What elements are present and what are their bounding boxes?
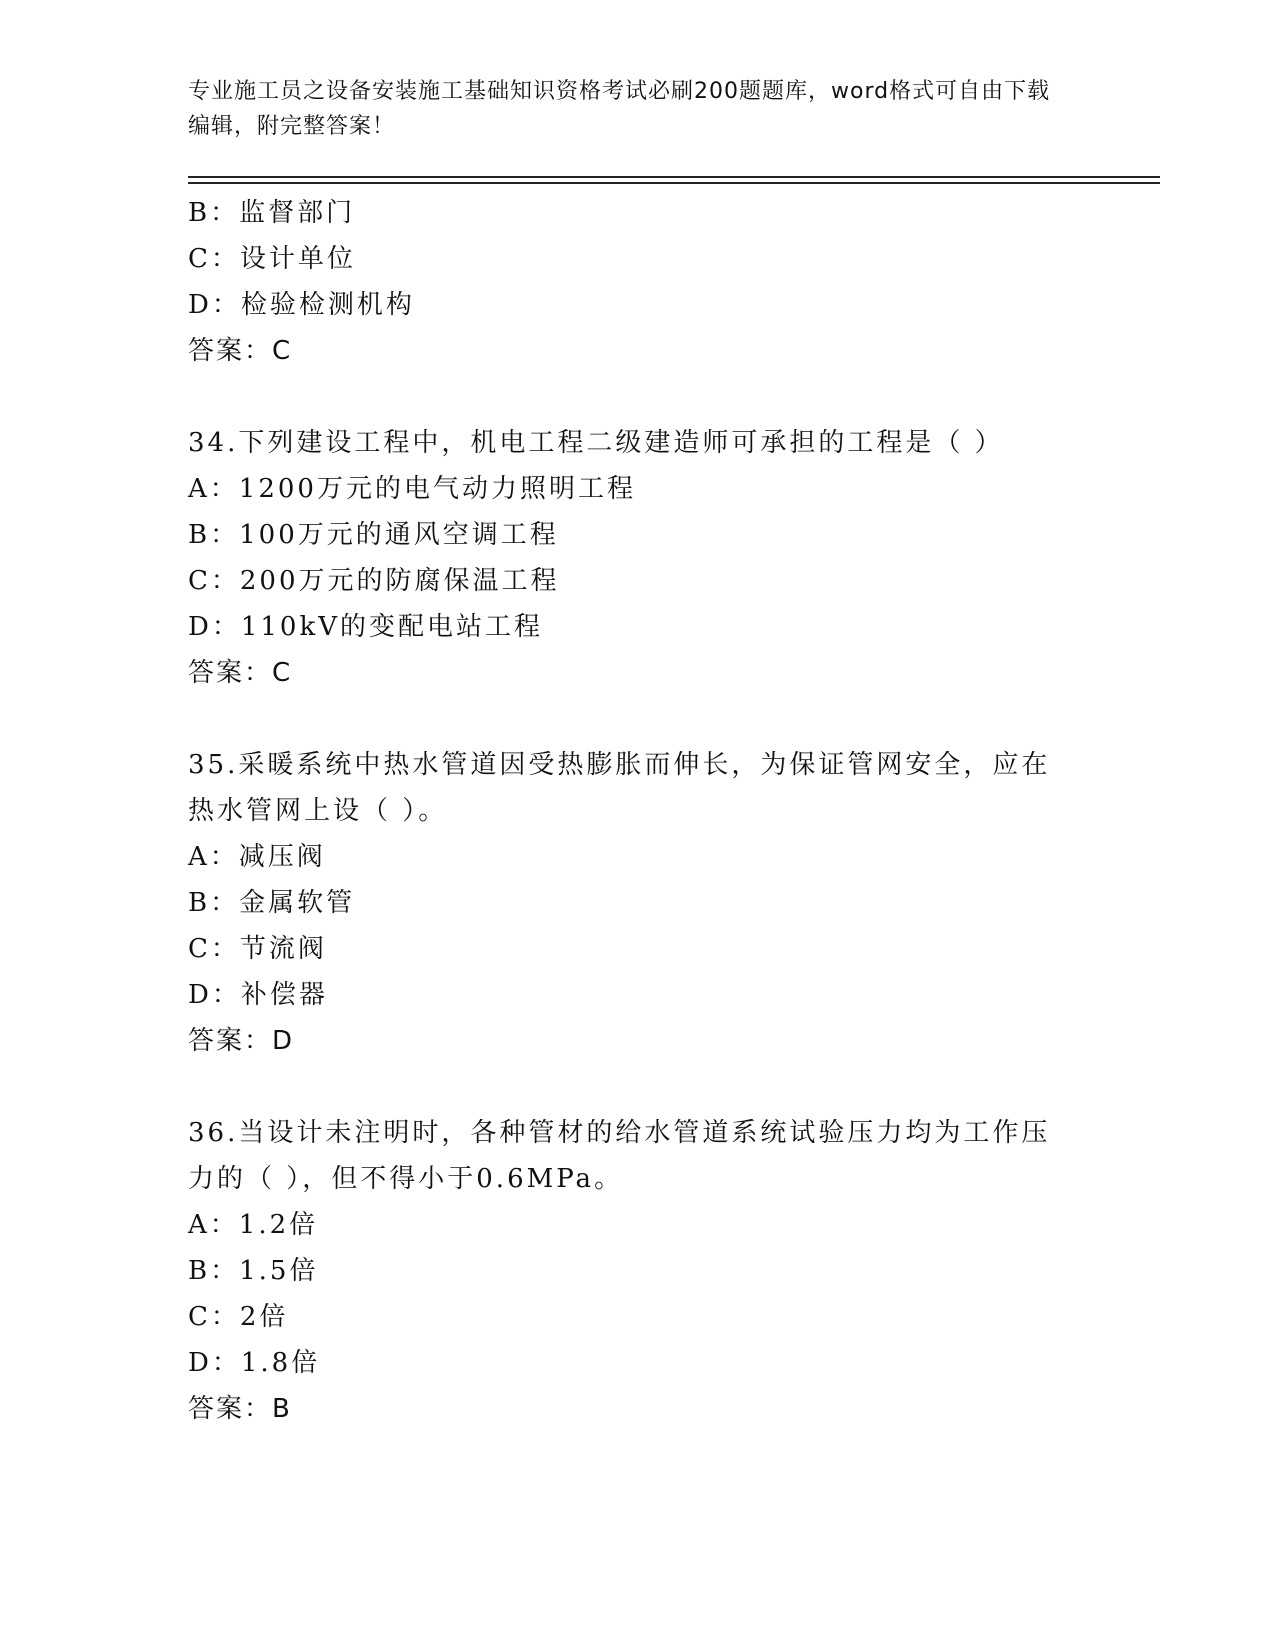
option-a: A：减压阀 [188,842,326,872]
option-b: B：100万元的通风空调工程 [188,520,559,550]
answer: 答案：D [188,1026,295,1056]
question-35 [188,742,1088,1064]
question-stem: 34.下列建设工程中，机电工程二级建造师可承担的工程是（ ） [188,428,1004,458]
spacer [188,696,1088,742]
header-divider-top [188,176,1160,178]
option-d: D：110kV的变配电站工程 [188,612,544,642]
answer: 答案：C [188,336,293,366]
option-c: C：设计单位 [188,244,356,274]
option-a: A：1.2倍 [188,1210,319,1240]
header-divider-bottom [188,182,1160,184]
question-34 [188,420,1088,696]
answer: 答案：B [188,1394,292,1424]
partial-question [188,190,1088,374]
question-stem: 35.采暖系统中热水管道因受热膨胀而伸长，为保证管网安全，应在热水管网上设（ ）。 [188,750,1051,826]
spacer [188,1064,1088,1110]
question-36 [188,1110,1088,1432]
document-body [188,190,1088,1432]
option-d: D：1.8倍 [188,1348,321,1378]
option-c: C：节流阀 [188,934,327,964]
document-header: 专业施工员之设备安装施工基础知识资格考试必刷200题题库，word格式可自由下载编辑，附完整答案！ [188,79,1051,139]
option-c: C：200万元的防腐保温工程 [188,566,560,596]
option-b: B：1.5倍 [188,1256,319,1286]
option-c: C：2倍 [188,1302,289,1332]
answer: 答案：C [188,658,293,688]
spacer [188,374,1088,420]
option-b: B：监督部门 [188,198,356,228]
option-d: D：补偿器 [188,980,328,1010]
option-b: B：金属软管 [188,888,356,918]
option-a: A：1200万元的电气动力照明工程 [188,474,636,504]
question-stem: 36.当设计未注明时，各种管材的给水管道系统试验压力均为工作压力的（ ），但不得小于0.6MPa。 [188,1118,1051,1194]
option-d: D：检验检测机构 [188,290,415,320]
